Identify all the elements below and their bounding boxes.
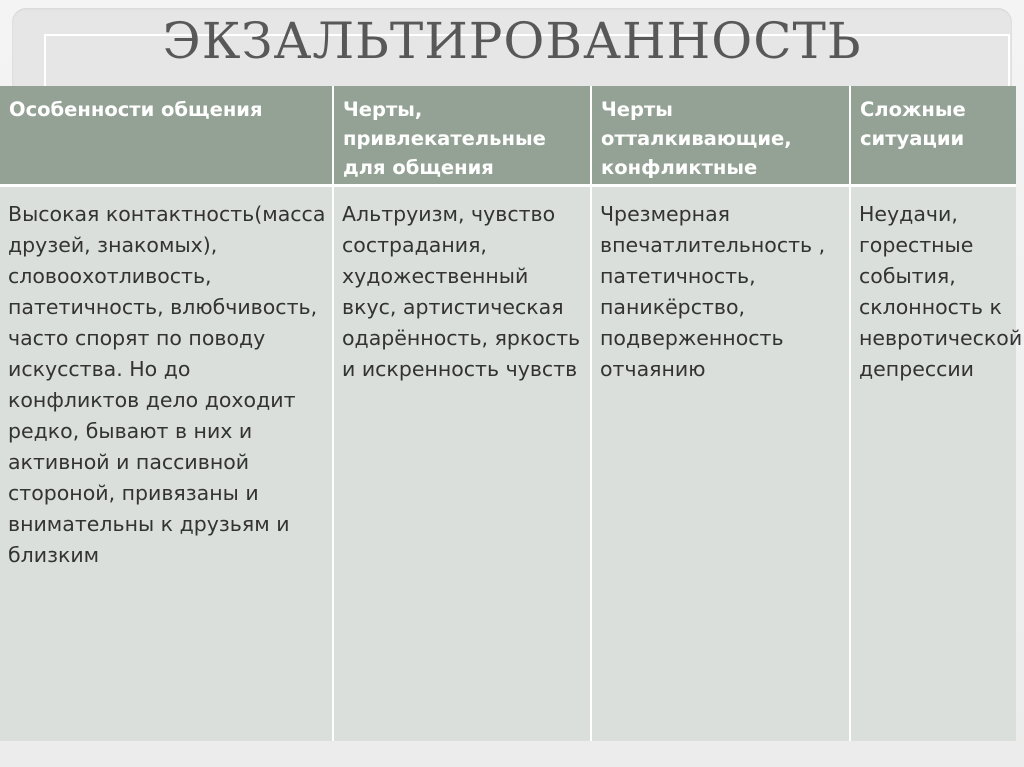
cell-communication-features: Высокая контактность(масса друзей, знакомых), словоохотливость, патетичность, влюбчивость, часто спорят по поводу искусства. Но до конфликтов дело доходит редко, бывают в них и активной и пассивной стороной, привязаны и внимательны к друзьям и близким — [0, 186, 333, 741]
cell-attractive-traits: Альтруизм, чувство сострадания, художественный вкус, артистическая одарённость, яркость и искренность чувств — [333, 186, 591, 741]
table-row — [0, 186, 1016, 741]
cell-difficult-situations: Неудачи, горестные события, склонность к невротической депрессии — [850, 186, 1016, 741]
header-difficult-situations: Сложные ситуации — [850, 86, 1016, 186]
header-attractive-traits: Черты, привлекательные для общения — [333, 86, 591, 186]
cell-repulsive-traits: Чрезмерная впечатлительность , патетичность, паникёрство, подверженность отчаянию — [591, 186, 850, 741]
table-header-row — [0, 86, 1016, 186]
slide-title: ЭКЗАЛЬТИРОВАННОСТЬ — [162, 12, 862, 70]
features-table — [0, 86, 1023, 741]
header-communication-features: Особенности общения — [0, 86, 333, 186]
header-repulsive-traits: Черты отталкивающие, конфликтные — [591, 86, 850, 186]
